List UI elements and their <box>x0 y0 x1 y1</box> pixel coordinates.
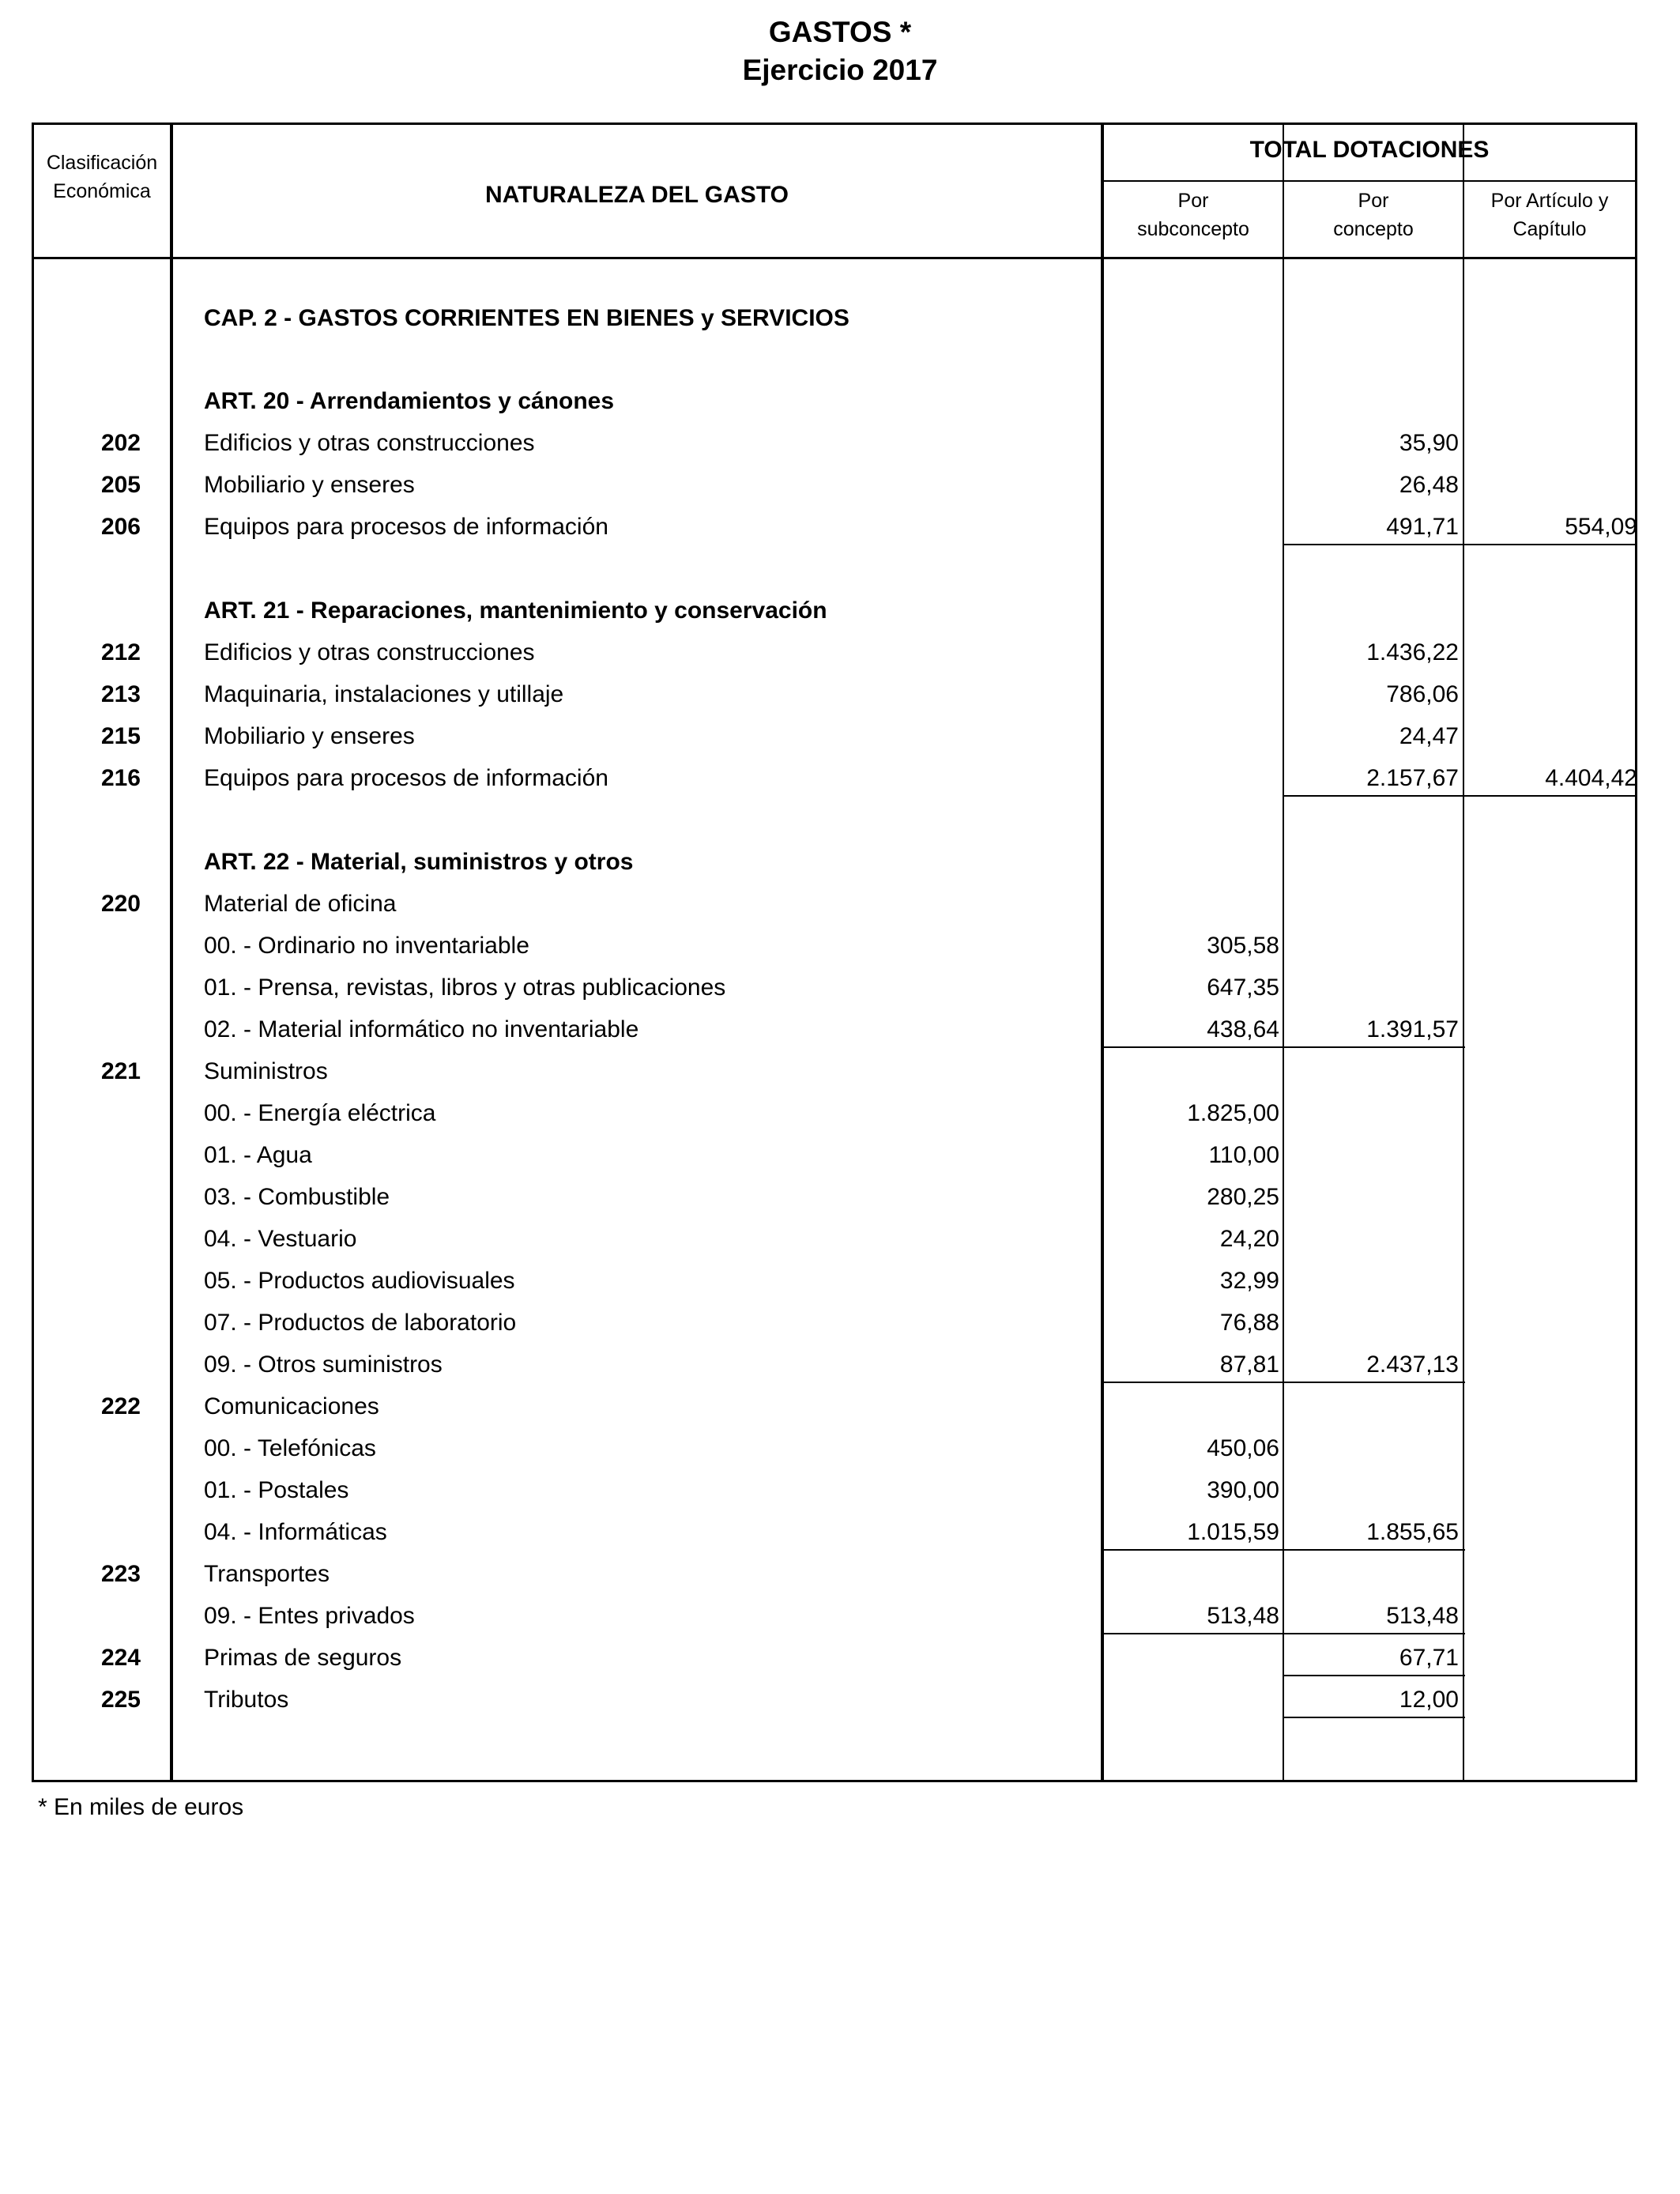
row-description: Maquinaria, instalaciones y utillaje <box>204 681 564 707</box>
subconcepto-value: 450,06 <box>1207 1435 1279 1461</box>
table-row <box>34 1595 1635 1637</box>
row-description: Comunicaciones <box>204 1393 379 1419</box>
table-row <box>34 1050 1635 1092</box>
concepto-value: 491,71 <box>1386 514 1459 540</box>
table-row <box>34 464 1635 506</box>
subtotal-rule <box>1104 1633 1285 1634</box>
concepto-value: 2.437,13 <box>1366 1351 1459 1378</box>
table-row <box>34 422 1635 464</box>
table-row <box>34 673 1635 715</box>
header-bottom-rule <box>34 257 1635 259</box>
row-description: 07. - Productos de laboratorio <box>204 1310 517 1336</box>
header-por-articulo: Por Artículo y Capítulo <box>1490 190 1609 240</box>
table-row <box>34 1260 1635 1302</box>
footnote: * En miles de euros <box>38 1794 244 1820</box>
row-description: 01. - Prensa, revistas, libros y otras publicaciones <box>204 974 726 1001</box>
row-description: 01. - Postales <box>204 1477 349 1503</box>
row-description: 04. - Informáticas <box>204 1519 387 1545</box>
article-row <box>34 380 1635 422</box>
concepto-value: 1.436,22 <box>1366 639 1459 665</box>
subconcepto-value: 280,25 <box>1207 1184 1279 1210</box>
subconcepto-value: 390,00 <box>1207 1477 1279 1503</box>
subconcepto-value: 110,00 <box>1208 1142 1279 1168</box>
table-row <box>34 1385 1635 1427</box>
row-description: Edificios y otras construcciones <box>204 639 535 665</box>
header-total-dotaciones: TOTAL DOTACIONES <box>1249 137 1490 163</box>
subtotal-rule <box>1104 1382 1285 1383</box>
row-description: Equipos para procesos de información <box>204 514 608 540</box>
row-code: 220 <box>100 891 141 917</box>
concepto-value: 26,48 <box>1399 472 1459 498</box>
subtotal-rule <box>1104 1046 1285 1048</box>
header-naturaleza: NATURALEZA DEL GASTO <box>485 182 789 208</box>
row-code: 224 <box>100 1645 141 1671</box>
table-row <box>34 1008 1635 1050</box>
subconcepto-value: 513,48 <box>1207 1603 1279 1629</box>
table-row <box>34 967 1635 1008</box>
subconcepto-value: 305,58 <box>1207 933 1279 959</box>
row-description: Tributos <box>204 1687 289 1713</box>
row-code: 225 <box>100 1687 141 1713</box>
subconcepto-value: 24,20 <box>1219 1226 1279 1252</box>
row-code: 206 <box>100 514 141 540</box>
table-row <box>34 1469 1635 1511</box>
row-description: 00. - Energía eléctrica <box>204 1100 436 1126</box>
concepto-value: 513,48 <box>1386 1603 1459 1629</box>
table-row <box>34 925 1635 967</box>
subconcepto-value: 87,81 <box>1219 1351 1279 1378</box>
row-description: Suministros <box>204 1058 328 1084</box>
subconcepto-value: 1.015,59 <box>1187 1519 1279 1545</box>
table-row <box>34 1637 1635 1679</box>
article-row <box>34 590 1635 631</box>
row-description: 05. - Productos audiovisuales <box>204 1268 515 1294</box>
subconcepto-value: 647,35 <box>1207 974 1279 1001</box>
concepto-value: 67,71 <box>1399 1645 1459 1671</box>
page-subtitle: Ejercicio 2017 <box>742 54 938 86</box>
subconcepto-value: 1.825,00 <box>1187 1100 1279 1126</box>
row-code: 216 <box>100 765 141 791</box>
row-description: Mobiliario y enseres <box>204 472 415 498</box>
header-clasificacion: Clasificación Económica <box>46 152 158 202</box>
table-row <box>34 1344 1635 1385</box>
table-row <box>34 715 1635 757</box>
row-description: Primas de seguros <box>204 1645 402 1671</box>
subtotal-rule <box>1284 1046 1465 1048</box>
row-code: 212 <box>100 639 141 665</box>
row-code: 222 <box>100 1393 141 1419</box>
subtotal-rule <box>1284 1549 1465 1551</box>
row-description: 04. - Vestuario <box>204 1226 357 1252</box>
row-description: ART. 21 - Reparaciones, mantenimiento y conservación <box>204 598 827 624</box>
subtotal-rule <box>1284 1717 1465 1718</box>
row-description: Material de oficina <box>204 891 397 917</box>
articulo-value: 554,09 <box>1565 514 1637 540</box>
row-description: 00. - Ordinario no inventariable <box>204 933 529 959</box>
table-row <box>34 1302 1635 1344</box>
concepto-value: 24,47 <box>1399 723 1459 749</box>
subconcepto-value: 76,88 <box>1219 1310 1279 1336</box>
table-row <box>34 631 1635 673</box>
row-description: 01. - Agua <box>204 1142 312 1168</box>
concepto-value: 12,00 <box>1399 1687 1459 1713</box>
row-code: 213 <box>100 681 141 707</box>
table-row <box>34 506 1635 548</box>
articulo-value: 4.404,42 <box>1545 765 1637 791</box>
row-description: 00. - Telefónicas <box>204 1435 376 1461</box>
table-row <box>34 1511 1635 1553</box>
chapter-row <box>34 297 1635 339</box>
subtotal-rule <box>1284 795 1465 797</box>
table-row <box>34 1176 1635 1218</box>
concepto-value: 786,06 <box>1386 681 1459 707</box>
table-row <box>34 1092 1635 1134</box>
table-row <box>34 883 1635 925</box>
row-description: 09. - Otros suministros <box>204 1351 443 1378</box>
table-row <box>34 1553 1635 1595</box>
subtotal-rule <box>1104 1549 1285 1551</box>
row-description: ART. 22 - Material, suministros y otros <box>204 849 634 875</box>
row-description: Edificios y otras construcciones <box>204 430 535 456</box>
concepto-value: 2.157,67 <box>1366 765 1459 791</box>
expense-table <box>32 123 1637 1782</box>
table-row <box>34 1427 1635 1469</box>
table-row <box>34 1134 1635 1176</box>
subconcepto-value: 32,99 <box>1219 1268 1279 1294</box>
concepto-value: 1.855,65 <box>1366 1519 1459 1545</box>
row-code: 202 <box>100 430 141 456</box>
subtotal-rule <box>1284 1382 1465 1383</box>
row-description: 02. - Material informático no inventariable <box>204 1016 639 1042</box>
concepto-value: 1.391,57 <box>1366 1016 1459 1042</box>
row-description: ART. 20 - Arrendamientos y cánones <box>204 388 615 414</box>
row-description: Equipos para procesos de información <box>204 765 608 791</box>
table-row <box>34 757 1635 799</box>
header-divider <box>1102 180 1637 182</box>
subtotal-rule <box>1284 1633 1465 1634</box>
row-code: 215 <box>100 723 141 749</box>
row-description: 03. - Combustible <box>204 1184 390 1210</box>
header-por-concepto: Por concepto <box>1333 190 1414 240</box>
subtotal-rule <box>1464 795 1637 797</box>
header-por-subconcepto: Por subconcepto <box>1137 190 1249 240</box>
concepto-value: 35,90 <box>1399 430 1459 456</box>
article-row <box>34 841 1635 883</box>
subtotal-rule <box>1284 544 1465 545</box>
page-title: GASTOS * <box>768 16 912 48</box>
row-code: 223 <box>100 1561 141 1587</box>
table-row <box>34 1218 1635 1260</box>
row-code: 221 <box>100 1058 141 1084</box>
subconcepto-value: 438,64 <box>1207 1016 1279 1042</box>
row-code: 205 <box>100 472 141 498</box>
row-description: 09. - Entes privados <box>204 1603 415 1629</box>
table-row <box>34 1679 1635 1721</box>
subtotal-rule <box>1464 544 1637 545</box>
subtotal-rule <box>1284 1675 1465 1676</box>
row-description: Mobiliario y enseres <box>204 723 415 749</box>
row-description: CAP. 2 - GASTOS CORRIENTES EN BIENES y SERVICIOS <box>204 305 849 331</box>
row-description: Transportes <box>204 1561 330 1587</box>
